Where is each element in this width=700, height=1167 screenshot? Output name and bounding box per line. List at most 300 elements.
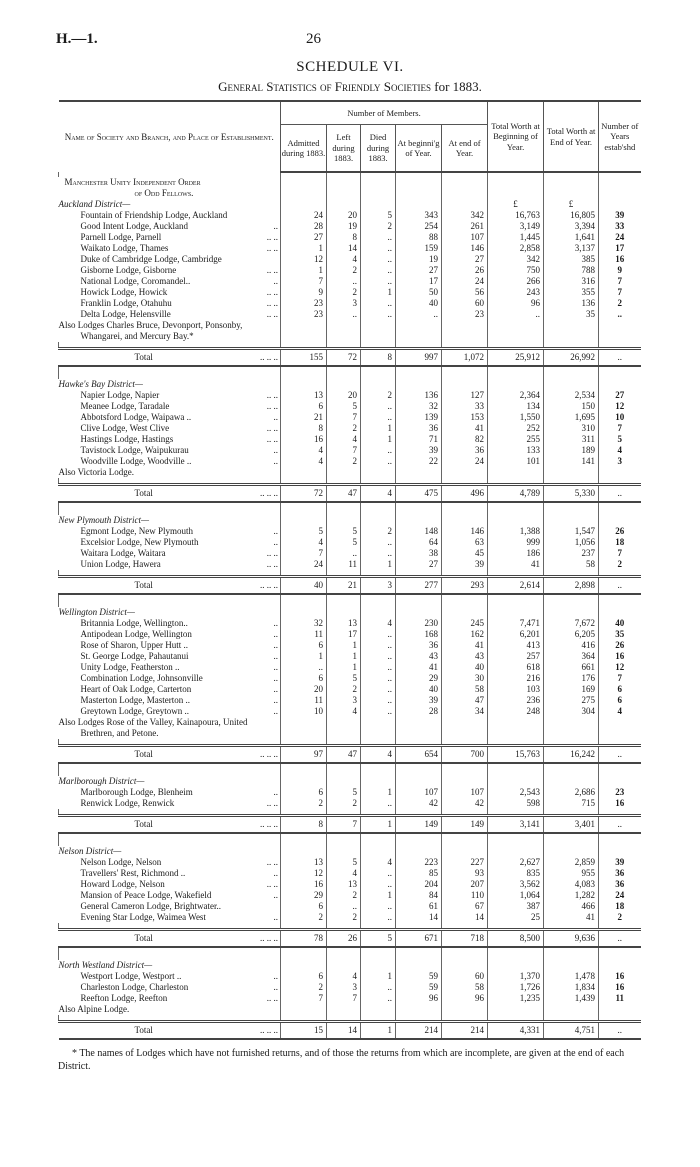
dot-leader: .. xyxy=(273,684,278,694)
table-title xyxy=(0,79,700,95)
lodge-name: Hastings Lodge, Hastings xyxy=(80,434,174,444)
lodge-name-cell xyxy=(59,456,281,467)
currency-symbol: £ xyxy=(544,199,599,210)
lodge-name: Woodville Lodge, Woodville .. xyxy=(80,456,192,466)
value-cell: 2 xyxy=(361,390,396,401)
total-value-cell: 293 xyxy=(442,577,488,595)
value-cell: 20 xyxy=(281,684,327,695)
lodge-name-wrap xyxy=(59,390,281,401)
value-cell: 58 xyxy=(442,982,488,993)
value-cell: 7 xyxy=(281,993,327,1004)
empty-cell xyxy=(442,502,488,515)
dot-leader: .. .. xyxy=(266,232,278,242)
value-cell: 45 xyxy=(442,548,488,559)
total-value-cell: 3,401 xyxy=(544,816,599,834)
lodge-name-cell xyxy=(59,434,281,445)
value-cell: 999 xyxy=(488,537,544,548)
spacer-row xyxy=(59,763,641,776)
value-cell: 1,547 xyxy=(544,526,599,537)
lodge-row xyxy=(59,254,641,265)
district-heading-row xyxy=(59,199,641,210)
lodge-name-wrap xyxy=(59,695,281,706)
table-body xyxy=(59,172,641,1039)
value-cell: 150 xyxy=(544,401,599,412)
lodge-name-wrap xyxy=(59,254,281,265)
society-row xyxy=(59,177,641,199)
empty-cell xyxy=(599,366,641,379)
dot-leader: .. xyxy=(273,868,278,878)
value-cell: 85 xyxy=(396,868,442,879)
value-cell: .. xyxy=(396,309,442,320)
value-cell: .. xyxy=(361,993,396,1004)
total-value-cell: 5,330 xyxy=(544,485,599,503)
lodge-row xyxy=(59,868,641,879)
value-cell: 107 xyxy=(442,232,488,243)
lodge-name-wrap xyxy=(59,618,281,629)
value-cell: 2 xyxy=(281,798,327,809)
value-cell: .. xyxy=(361,412,396,423)
dot-leader: .. .. .. xyxy=(260,488,278,498)
value-cell: 186 xyxy=(488,548,544,559)
value-cell: .. xyxy=(361,662,396,673)
lodge-row xyxy=(59,798,641,809)
value-cell: .. xyxy=(361,456,396,467)
empty-cell xyxy=(488,320,544,342)
empty-cell xyxy=(327,379,361,390)
value-cell: 40 xyxy=(396,298,442,309)
value-cell: 7,471 xyxy=(488,618,544,629)
value-cell: 1 xyxy=(361,971,396,982)
empty-cell xyxy=(281,1004,327,1015)
lodge-name: Duke of Cambridge Lodge, Cambridge xyxy=(80,254,222,264)
lodge-name-cell xyxy=(59,254,281,265)
total-label: Total xyxy=(134,819,153,829)
lodge-row xyxy=(59,526,641,537)
value-cell: 2 xyxy=(281,982,327,993)
lodge-name: Greytown Lodge, Greytown .. xyxy=(80,706,189,716)
also-row xyxy=(59,1004,641,1015)
lodge-name-cell xyxy=(59,798,281,809)
lodge-row xyxy=(59,265,641,276)
lodge-name-wrap xyxy=(59,401,281,412)
value-cell: 136 xyxy=(396,390,442,401)
empty-cell xyxy=(361,515,396,526)
value-cell: 4 xyxy=(281,456,327,467)
total-row xyxy=(59,930,641,948)
empty-cell xyxy=(599,199,641,210)
lodge-name-wrap xyxy=(59,412,281,423)
value-cell: 41 xyxy=(396,662,442,673)
total-value-cell: 1 xyxy=(361,1022,396,1040)
lodge-name: Renwick Lodge, Renwick xyxy=(80,798,175,808)
value-cell: 22 xyxy=(396,456,442,467)
total-value-cell: .. xyxy=(599,577,641,595)
total-row xyxy=(59,746,641,764)
value-cell: 34 xyxy=(442,706,488,717)
value-cell: .. xyxy=(361,673,396,684)
value-cell: 598 xyxy=(488,798,544,809)
total-value-cell: 15,763 xyxy=(488,746,544,764)
column-header-end: At end of Year. xyxy=(442,125,488,173)
value-cell: 342 xyxy=(488,254,544,265)
lodge-row xyxy=(59,651,641,662)
empty-cell xyxy=(544,717,599,739)
value-cell: 17 xyxy=(599,243,641,254)
lodge-name-cell xyxy=(59,673,281,684)
value-cell: 6,201 xyxy=(488,629,544,640)
district-name: New Plymouth District— xyxy=(58,515,149,525)
lodge-row xyxy=(59,456,641,467)
value-cell: 7 xyxy=(327,445,361,456)
value-cell: 3 xyxy=(599,456,641,467)
empty-cell xyxy=(396,833,442,846)
spacer-row xyxy=(59,833,641,846)
value-cell: 93 xyxy=(442,868,488,879)
value-cell: .. xyxy=(361,798,396,809)
lodge-row xyxy=(59,901,641,912)
empty-cell xyxy=(544,467,599,478)
value-cell: 7 xyxy=(327,993,361,1004)
value-cell: 39 xyxy=(599,857,641,868)
value-cell: 10 xyxy=(281,706,327,717)
value-cell: 2,686 xyxy=(544,787,599,798)
lodge-name: Mansion of Peace Lodge, Wakefield xyxy=(80,890,212,900)
value-cell: 136 xyxy=(544,298,599,309)
total-value-cell: 14 xyxy=(327,1022,361,1040)
empty-cell xyxy=(544,320,599,342)
value-cell: 36 xyxy=(599,879,641,890)
lodge-name-wrap xyxy=(59,857,281,868)
empty-cell xyxy=(59,833,281,846)
value-cell: .. xyxy=(488,309,544,320)
lodge-row xyxy=(59,706,641,717)
society-line-1: Manchester Unity Independent Order xyxy=(64,177,201,187)
value-cell: 4 xyxy=(327,434,361,445)
value-cell: 2 xyxy=(327,287,361,298)
value-cell: 28 xyxy=(281,221,327,232)
value-cell: .. xyxy=(361,629,396,640)
lodge-name: Antipodean Lodge, Wellington xyxy=(80,629,192,639)
lodge-name-cell xyxy=(59,982,281,993)
empty-cell xyxy=(361,607,396,618)
value-cell: 59 xyxy=(396,982,442,993)
also-row xyxy=(59,467,641,478)
empty-cell xyxy=(599,607,641,618)
lodge-name-wrap xyxy=(59,548,281,559)
lodge-name: Parnell Lodge, Parnell xyxy=(80,232,162,242)
value-cell: 1,388 xyxy=(488,526,544,537)
value-cell: 41 xyxy=(442,423,488,434)
value-cell: 2,364 xyxy=(488,390,544,401)
value-cell: 1 xyxy=(361,287,396,298)
column-header-worth-end: Total Worth at End of Year. xyxy=(544,101,599,172)
value-cell: 5 xyxy=(599,434,641,445)
value-cell: 7 xyxy=(599,276,641,287)
total-row xyxy=(59,816,641,834)
total-value-cell: 5 xyxy=(361,930,396,948)
dot-leader: .. .. xyxy=(266,243,278,253)
lodge-row xyxy=(59,401,641,412)
empty-cell xyxy=(396,515,442,526)
empty-cell xyxy=(599,776,641,787)
value-cell: 1 xyxy=(327,651,361,662)
dot-leader: .. .. .. xyxy=(260,933,278,943)
empty-cell xyxy=(59,763,281,776)
dot-leader: .. xyxy=(273,912,278,922)
total-label-wrap xyxy=(135,486,281,501)
value-cell: 56 xyxy=(442,287,488,298)
value-cell: 385 xyxy=(544,254,599,265)
value-cell: 7 xyxy=(599,287,641,298)
value-cell: 64 xyxy=(396,537,442,548)
empty-cell xyxy=(59,502,281,515)
value-cell: .. xyxy=(361,265,396,276)
lodge-name: Masterton Lodge, Masterton .. xyxy=(80,695,190,705)
empty-cell xyxy=(327,177,361,199)
dot-leader: .. .. xyxy=(266,857,278,867)
empty-cell xyxy=(361,177,396,199)
total-label-cell xyxy=(59,746,281,764)
value-cell: 27 xyxy=(442,254,488,265)
value-cell: 207 xyxy=(442,879,488,890)
total-label-cell xyxy=(59,816,281,834)
total-label-wrap xyxy=(135,931,281,946)
dot-leader: .. xyxy=(273,890,278,900)
lodge-name-wrap xyxy=(59,971,281,982)
value-cell: 3,149 xyxy=(488,221,544,232)
value-cell: .. xyxy=(361,254,396,265)
empty-cell xyxy=(281,320,327,342)
dot-leader: .. .. .. xyxy=(260,749,278,759)
value-cell: 96 xyxy=(442,993,488,1004)
empty-cell xyxy=(396,366,442,379)
value-cell: 176 xyxy=(544,673,599,684)
lodge-row xyxy=(59,423,641,434)
value-cell: 47 xyxy=(442,695,488,706)
total-label-cell xyxy=(59,1022,281,1040)
value-cell: 1,726 xyxy=(488,982,544,993)
value-cell: .. xyxy=(361,401,396,412)
value-cell: 20 xyxy=(327,390,361,401)
total-label: Total xyxy=(134,580,153,590)
empty-cell xyxy=(544,776,599,787)
empty-cell xyxy=(327,320,361,342)
value-cell: .. xyxy=(361,684,396,695)
lodge-name-wrap xyxy=(59,309,281,320)
empty-cell xyxy=(544,366,599,379)
empty-cell xyxy=(361,467,396,478)
value-cell: 7 xyxy=(599,673,641,684)
empty-cell xyxy=(544,594,599,607)
empty-cell xyxy=(488,947,544,960)
value-cell: 1 xyxy=(327,662,361,673)
lodge-name-wrap xyxy=(59,901,281,912)
lodge-name: Napier Lodge, Napier xyxy=(80,390,160,400)
district-name: North Westland District— xyxy=(58,960,153,970)
dot-leader: .. xyxy=(273,445,278,455)
empty-cell xyxy=(281,515,327,526)
lodge-name-cell xyxy=(59,390,281,401)
value-cell: 255 xyxy=(488,434,544,445)
total-value-cell: 997 xyxy=(396,349,442,367)
value-cell: 1 xyxy=(361,423,396,434)
lodge-name-wrap xyxy=(59,456,281,467)
total-value-cell: 3 xyxy=(361,577,396,595)
empty-cell xyxy=(361,320,396,342)
value-cell: 2 xyxy=(327,423,361,434)
column-group-members: Number of Members. xyxy=(281,101,488,125)
value-cell: 20 xyxy=(327,210,361,221)
total-value-cell: 97 xyxy=(281,746,327,764)
lodge-row xyxy=(59,787,641,798)
empty-cell xyxy=(396,846,442,857)
empty-cell xyxy=(599,960,641,971)
value-cell: 6 xyxy=(281,901,327,912)
value-cell: .. xyxy=(361,445,396,456)
lodge-row xyxy=(59,673,641,684)
dot-leader: .. xyxy=(273,221,278,231)
total-label: Total xyxy=(134,488,153,498)
column-header-years: Number of Years estab'shd xyxy=(599,101,641,172)
value-cell: 1 xyxy=(327,640,361,651)
empty-cell xyxy=(442,846,488,857)
lodge-name-cell xyxy=(59,890,281,901)
value-cell: 36 xyxy=(396,423,442,434)
value-cell: 1,550 xyxy=(488,412,544,423)
value-cell: 39 xyxy=(599,210,641,221)
lodge-name-wrap xyxy=(59,629,281,640)
lodge-name: Waitara Lodge, Waitara xyxy=(80,548,166,558)
value-cell: 5 xyxy=(327,857,361,868)
lodge-name-cell xyxy=(59,971,281,982)
dot-leader: .. .. xyxy=(266,265,278,275)
value-cell: 88 xyxy=(396,232,442,243)
lodge-name-cell xyxy=(59,651,281,662)
empty-cell xyxy=(442,379,488,390)
lodge-name: Meanee Lodge, Taradale xyxy=(80,401,170,411)
lodge-row xyxy=(59,662,641,673)
district-name: Wellington District— xyxy=(58,607,135,617)
lodge-row xyxy=(59,298,641,309)
total-value-cell: .. xyxy=(599,746,641,764)
lodge-name-cell xyxy=(59,684,281,695)
value-cell: 416 xyxy=(544,640,599,651)
value-cell: 2 xyxy=(327,798,361,809)
value-cell: 42 xyxy=(442,798,488,809)
value-cell: 261 xyxy=(442,221,488,232)
value-cell: 162 xyxy=(442,629,488,640)
value-cell: .. xyxy=(361,548,396,559)
value-cell: 146 xyxy=(442,243,488,254)
value-cell: 16,805 xyxy=(544,210,599,221)
empty-cell xyxy=(361,379,396,390)
empty-cell xyxy=(327,960,361,971)
total-label: Total xyxy=(134,1025,153,1035)
total-label-cell xyxy=(59,349,281,367)
value-cell: 41 xyxy=(488,559,544,570)
empty-cell xyxy=(599,833,641,846)
total-value-cell: 4 xyxy=(361,485,396,503)
value-cell: .. xyxy=(281,662,327,673)
lodge-name-wrap xyxy=(59,243,281,254)
lodge-name: Gisborne Lodge, Gisborne xyxy=(80,265,177,275)
value-cell: 11 xyxy=(327,559,361,570)
value-cell: 36 xyxy=(442,445,488,456)
lodge-name-cell xyxy=(59,706,281,717)
value-cell: 7 xyxy=(327,412,361,423)
value-cell: 9 xyxy=(599,265,641,276)
value-cell: 1,439 xyxy=(544,993,599,1004)
total-value-cell: 72 xyxy=(281,485,327,503)
value-cell: 26 xyxy=(599,640,641,651)
value-cell: 1,641 xyxy=(544,232,599,243)
total-value-cell: 277 xyxy=(396,577,442,595)
district-heading-row xyxy=(59,846,641,857)
value-cell: 3 xyxy=(327,298,361,309)
value-cell: 107 xyxy=(396,787,442,798)
value-cell: 9 xyxy=(281,287,327,298)
value-cell: 2,627 xyxy=(488,857,544,868)
lodge-name: Howick Lodge, Howick xyxy=(80,287,168,297)
value-cell: 40 xyxy=(442,662,488,673)
total-value-cell: 4,331 xyxy=(488,1022,544,1040)
empty-cell xyxy=(599,515,641,526)
lodge-row xyxy=(59,695,641,706)
lodge-name-cell xyxy=(59,221,281,232)
value-cell: 27 xyxy=(281,232,327,243)
value-cell: .. xyxy=(361,640,396,651)
value-cell: 3,137 xyxy=(544,243,599,254)
value-cell: 14 xyxy=(396,912,442,923)
empty-cell xyxy=(396,177,442,199)
value-cell: 17 xyxy=(327,629,361,640)
value-cell: .. xyxy=(327,276,361,287)
value-cell: 342 xyxy=(442,210,488,221)
lodge-name: General Cameron Lodge, Brightwater.. xyxy=(80,901,221,911)
empty-cell xyxy=(442,366,488,379)
lodge-row xyxy=(59,993,641,1004)
total-value-cell: 8 xyxy=(361,349,396,367)
spacer-row xyxy=(59,502,641,515)
value-cell: 148 xyxy=(396,526,442,537)
total-label-wrap xyxy=(135,350,281,365)
value-cell: 110 xyxy=(442,890,488,901)
value-cell: 1,445 xyxy=(488,232,544,243)
lodge-name: National Lodge, Coromandel.. xyxy=(80,276,191,286)
empty-cell xyxy=(544,607,599,618)
lodge-name-wrap xyxy=(59,526,281,537)
value-cell: 40 xyxy=(599,618,641,629)
value-cell: 107 xyxy=(442,787,488,798)
value-cell: 2 xyxy=(327,265,361,276)
value-cell: 1 xyxy=(281,243,327,254)
empty-cell xyxy=(599,846,641,857)
total-row xyxy=(59,1022,641,1040)
value-cell: 141 xyxy=(544,456,599,467)
value-cell: .. xyxy=(361,982,396,993)
value-cell: 7 xyxy=(599,423,641,434)
empty-cell xyxy=(442,607,488,618)
value-cell: 12 xyxy=(281,254,327,265)
value-cell: 35 xyxy=(599,629,641,640)
lodge-name: Fountain of Friendship Lodge, Auckland xyxy=(80,210,228,220)
empty-cell xyxy=(442,177,488,199)
lodge-name-wrap xyxy=(59,276,281,287)
empty-cell xyxy=(59,366,281,379)
value-cell: 3,562 xyxy=(488,879,544,890)
lodge-row xyxy=(59,412,641,423)
lodge-name-wrap xyxy=(59,640,281,651)
